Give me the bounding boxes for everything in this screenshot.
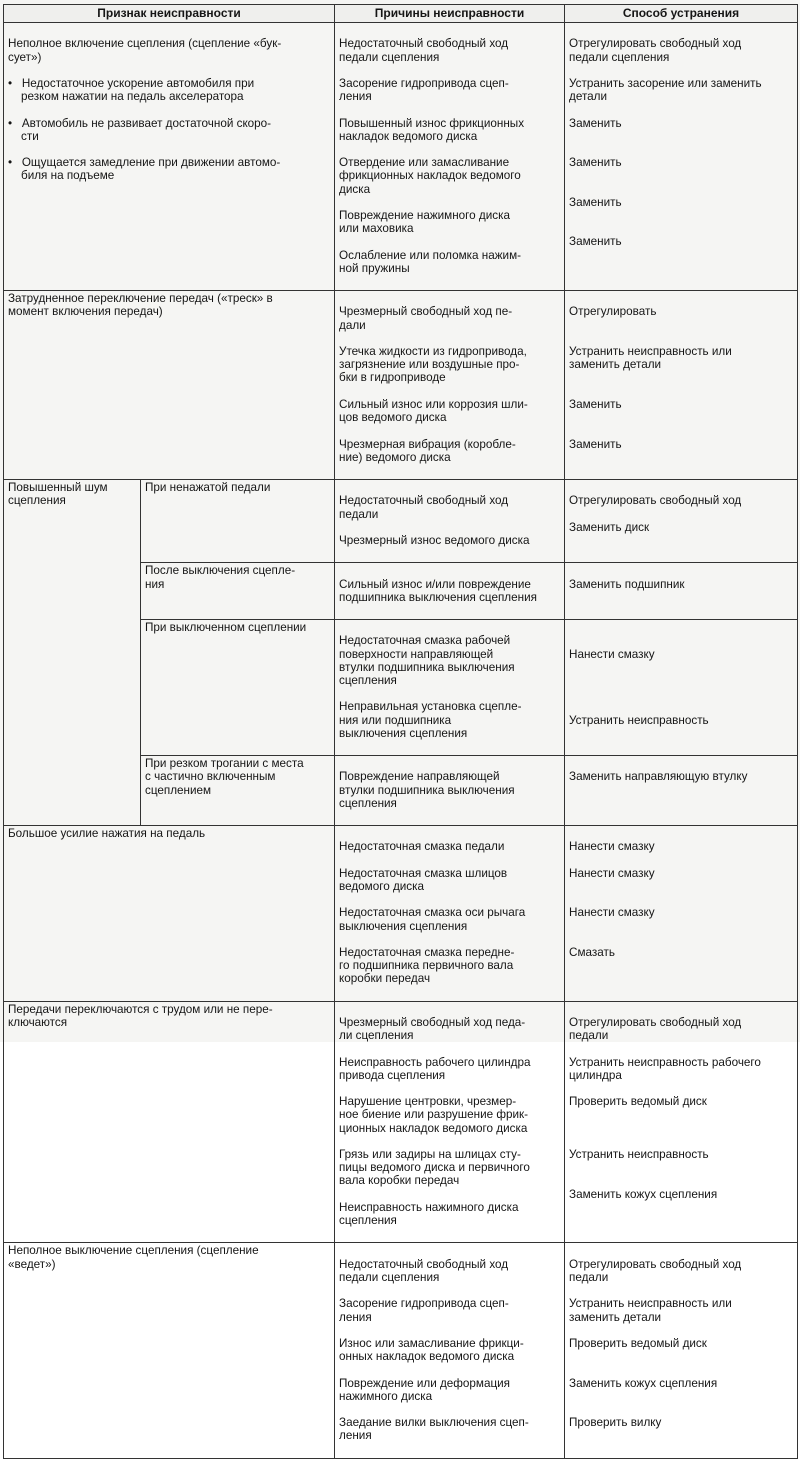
remedy-item: Заменить кожух сцепления — [569, 1187, 718, 1201]
symptom-cell: Затрудненное переключение передач («треск» в момент включения передач) — [4, 291, 335, 480]
symptom-cell: Повышенный шум сцепления — [4, 480, 141, 826]
table-row — [4, 826, 798, 1002]
cause-item: Нарушение центровки, чрезмер- ное биение или разрушение фрик- ционных накладок ведомого диска — [339, 1095, 528, 1135]
remedy-cell — [565, 1001, 798, 1243]
cause-item: Недостаточный свободный ход педали сцепления — [339, 1257, 509, 1284]
remedy-item: Нанести смазку — [569, 840, 655, 854]
remedy-cell — [565, 1243, 798, 1458]
cause-cell — [335, 1243, 565, 1458]
table-row — [4, 480, 798, 563]
cause-cell — [335, 826, 565, 1002]
cause-item: Недостаточная смазка педали — [339, 840, 505, 854]
header-remedy: Способ устранения — [565, 5, 798, 23]
cause-item: Износ или замасливание фрикци- онных накладок ведомого диска — [339, 1336, 524, 1364]
cause-cell — [335, 291, 565, 480]
remedy-item: Отрегулировать свободный ход — [569, 494, 742, 508]
cause-cell — [335, 563, 565, 620]
cause-item: Повреждение нажимного диска или маховика — [339, 209, 510, 236]
cause-cell — [335, 756, 565, 826]
condition-cell: После выключения сцепле- ния — [141, 563, 335, 620]
diagnostics-table — [3, 4, 798, 1459]
remedy-item: Отрегулировать — [569, 305, 657, 319]
symptom-text: Неполное включение сцепления (сцепление «бук- сует») — [8, 37, 282, 64]
remedy-item: Нанести смазку — [569, 647, 655, 661]
cause-item: Сильный износ и/или повреждение подшипника выключения сцепления — [339, 577, 537, 604]
cause-cell — [335, 23, 565, 291]
remedy-cell — [565, 756, 798, 826]
remedy-item: Проверить вилку — [569, 1416, 662, 1430]
cause-item: Утечка жидкости из гидропривода, загрязнение или воздушные про- бки в гидроприводе — [339, 345, 527, 385]
condition-cell: При резком трогании с места с частично включенным сцеплением — [141, 756, 335, 826]
remedy-item: Заменить кожух сцепления — [569, 1376, 718, 1390]
cause-item: Чрезмерный свободный ход педа- ли сцепления — [339, 1016, 526, 1043]
cause-item: Недостаточная смазка передне- го подшипника первичного вала коробки передач — [339, 946, 515, 986]
remedy-item: Заменить — [569, 235, 622, 249]
table-row — [4, 23, 798, 291]
remedy-item: Заменить диск — [569, 520, 650, 534]
symptom-bullet: • Недостаточное ускорение автомобиля при резком нажатии на педаль акселератора — [8, 77, 255, 104]
cause-item: Чрезмерный износ ведомого диска — [339, 533, 530, 547]
remedy-item: Отрегулировать свободный ход педали — [569, 1016, 742, 1043]
cause-item: Засорение гидропривода сцеп- ления — [339, 77, 509, 104]
cause-item: Недостаточная смазка шлицов ведомого диска — [339, 866, 508, 893]
cause-item: Недостаточный свободный ход педали сцепления — [339, 37, 509, 64]
cause-item: Неправильная установка сцепле- ния или подшипника выключения сцепления — [339, 700, 522, 740]
header-row — [4, 5, 798, 23]
cause-cell — [335, 1001, 565, 1243]
symptom-cell: Большое усилие нажатия на педаль — [4, 826, 335, 1002]
remedy-cell — [565, 480, 798, 563]
condition-cell: При выключенном сцеплении — [141, 620, 335, 756]
remedy-item: Нанести смазку — [569, 906, 655, 920]
remedy-item: Смазать — [569, 946, 615, 960]
cause-item: Неисправность рабочего цилиндра привода сцепления — [339, 1055, 531, 1082]
cause-item: Неисправность нажимного диска сцепления — [339, 1200, 519, 1228]
remedy-item: Заменить — [569, 195, 622, 209]
remedy-item: Отрегулировать свободный ход педали сцепления — [569, 37, 742, 64]
cause-item: Повреждение или деформация нажимного диска — [339, 1376, 511, 1403]
cause-item: Недостаточная смазка оси рычага выключения сцепления — [339, 906, 526, 933]
cause-item: Грязь или задиры на шлицах сту- пицы ведомого диска и первичного вала коробки передач — [339, 1148, 530, 1188]
cause-item: Сильный износ или коррозия шли- цов ведомого диска — [339, 397, 528, 425]
remedy-item: Заменить — [569, 437, 622, 451]
cause-item: Отвердение или замасливание фрикционных накладок ведомого диска — [339, 156, 521, 196]
header-cause: Причины неисправности — [335, 5, 565, 23]
cause-item: Недостаточный свободный ход педали — [339, 494, 509, 521]
cause-item: Чрезмерная вибрация (коробле- ние) ведомого диска — [339, 437, 516, 464]
cause-item: Чрезмерный свободный ход пе- дали — [339, 305, 513, 332]
cause-item: Ослабление или поломка нажим- ной пружины — [339, 248, 522, 275]
remedy-item: Устранить неисправность рабочего цилиндра — [569, 1055, 761, 1082]
header-symptom: Признак неисправности — [4, 5, 335, 23]
remedy-item: Заменить — [569, 397, 622, 411]
remedy-item: Устранить засорение или заменить детали — [569, 77, 762, 104]
symptom-cell — [4, 23, 335, 291]
remedy-item: Заменить — [569, 116, 622, 130]
remedy-item: Устранить неисправность или заменить детали — [569, 345, 732, 372]
remedy-item: Устранить неисправность — [569, 713, 709, 727]
remedy-cell — [565, 23, 798, 291]
cause-cell — [335, 480, 565, 563]
cause-item: Повреждение направляющей втулки подшипника выключения сцепления — [339, 770, 515, 810]
remedy-item: Заменить направляющую втулку — [569, 770, 748, 784]
remedy-item: Устранить неисправность — [569, 1148, 709, 1162]
condition-cell: При ненажатой педали — [141, 480, 335, 563]
remedy-item: Отрегулировать свободный ход педали — [569, 1257, 742, 1284]
cause-item: Заедание вилки выключения сцеп- ления — [339, 1416, 529, 1443]
remedy-item: Устранить неисправность или заменить детали — [569, 1297, 732, 1324]
remedy-item: Заменить — [569, 156, 622, 170]
remedy-item: Проверить ведомый диск — [569, 1095, 707, 1109]
cause-item: Недостаточная смазка рабочей поверхности направляющей втулки подшипника выключения сцепления — [339, 634, 515, 687]
remedy-cell — [565, 826, 798, 1002]
symptom-bullet: • Автомобиль не развивает достаточной скоро- сти — [8, 116, 272, 143]
cause-item: Засорение гидропривода сцеп- ления — [339, 1297, 509, 1324]
remedy-cell — [565, 563, 798, 620]
remedy-item: Проверить ведомый диск — [569, 1336, 707, 1350]
table-row — [4, 291, 798, 480]
cause-item: Повышенный износ фрикционных накладок ведомого диска — [339, 116, 525, 143]
remedy-cell — [565, 291, 798, 480]
table-row — [4, 1001, 798, 1243]
table-row — [4, 1243, 798, 1458]
remedy-item: Нанести смазку — [569, 866, 655, 880]
symptom-bullet: • Ощущается замедление при движении автомо- биля на подъеме — [8, 156, 281, 183]
remedy-item: Заменить подшипник — [569, 577, 685, 591]
cause-cell — [335, 620, 565, 756]
symptom-cell: Передачи переключаются с трудом или не пере- ключаются — [4, 1001, 335, 1243]
remedy-cell — [565, 620, 798, 756]
symptom-cell: Неполное выключение сцепления (сцепление «ведет») — [4, 1243, 335, 1458]
